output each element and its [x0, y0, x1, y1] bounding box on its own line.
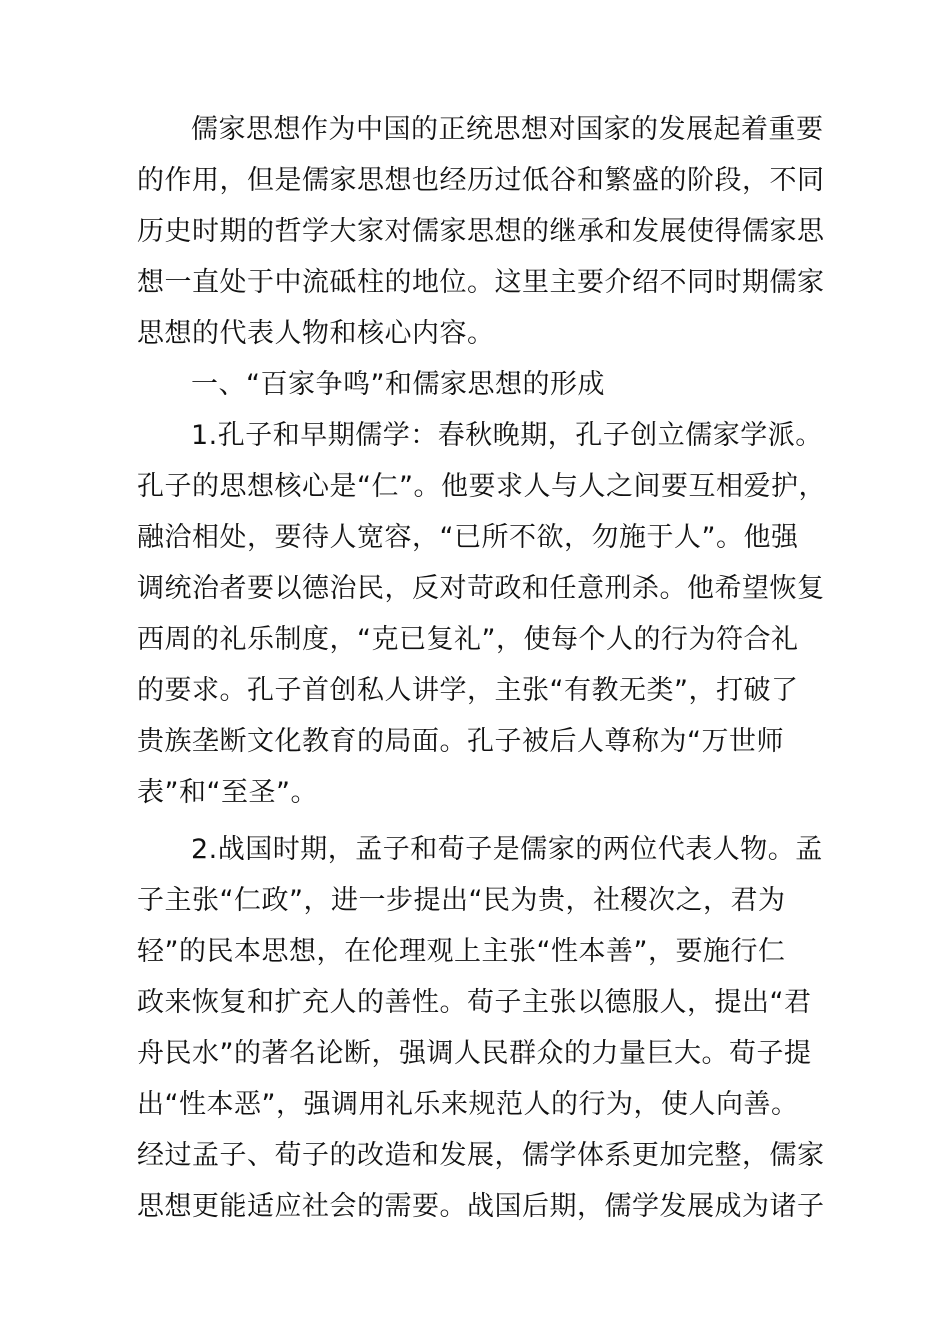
text-line: 子主张“仁政”，进一步提出“民为贵，社稷次之，君为 — [137, 885, 786, 916]
text-line: 轻”的民本思想，在伦理观上主张“性本善”，要施行仁 — [137, 936, 786, 967]
text-line: 调统治者要以德治民，反对苛政和任意刑杀。他希望恢复 — [137, 573, 825, 604]
text-line: 儒家思想作为中国的正统思想对国家的发展起着重要 — [191, 114, 824, 145]
text-line: 舟民水”的著名论断，强调人民群众的力量巨大。荀子提 — [137, 1038, 812, 1069]
text-line: 经过孟子、荀子的改造和发展，儒学体系更加完整，儒家 — [137, 1140, 825, 1171]
text-line: 孔子的思想核心是“仁”。他要求人与人之间要互相爱护， — [137, 471, 826, 502]
text-line: 思想的代表人物和核心内容。 — [137, 318, 495, 349]
text-line: 想一直处于中流砥柱的地位。这里主要介绍不同时期儒家 — [137, 267, 825, 298]
text-line: 表”和“至圣”。 — [137, 777, 318, 808]
text-line: 政来恢复和扩充人的善性。荀子主张以德服人，提出“君 — [137, 987, 812, 1018]
text-line: 贵族垄断文化教育的局面。孔子被后人尊称为“万世师 — [137, 726, 784, 757]
text-line: 1.孔子和早期儒学：春秋晚期，孔子创立儒家学派。 — [191, 420, 823, 451]
text-line: 的要求。孔子首创私人讲学，主张“有教无类”，打破了 — [137, 675, 799, 706]
text-line: 西周的礼乐制度，“克已复礼”，使每个人的行为符合礼 — [137, 624, 799, 655]
body-text — [137, 104, 837, 1232]
text-line: 2.战国时期，孟子和荀子是儒家的两位代表人物。孟 — [191, 834, 823, 865]
text-line: 的作用，但是儒家思想也经历过低谷和繁盛的阶段，不同 — [137, 165, 825, 196]
text-line: 历史时期的哲学大家对儒家思想的继承和发展使得儒家思 — [137, 216, 825, 247]
text-line: 出“性本恶”，强调用礼乐来规范人的行为，使人向善。 — [137, 1089, 799, 1120]
section-heading: 一、“百家争鸣”和儒家思想的形成 — [191, 369, 605, 400]
text-line: 融洽相处，要待人宽容，“已所不欲，勿施于人”。他强 — [137, 522, 799, 553]
text-line: 思想更能适应社会的需要。战国后期，儒学发展成为诸子 — [137, 1191, 825, 1222]
